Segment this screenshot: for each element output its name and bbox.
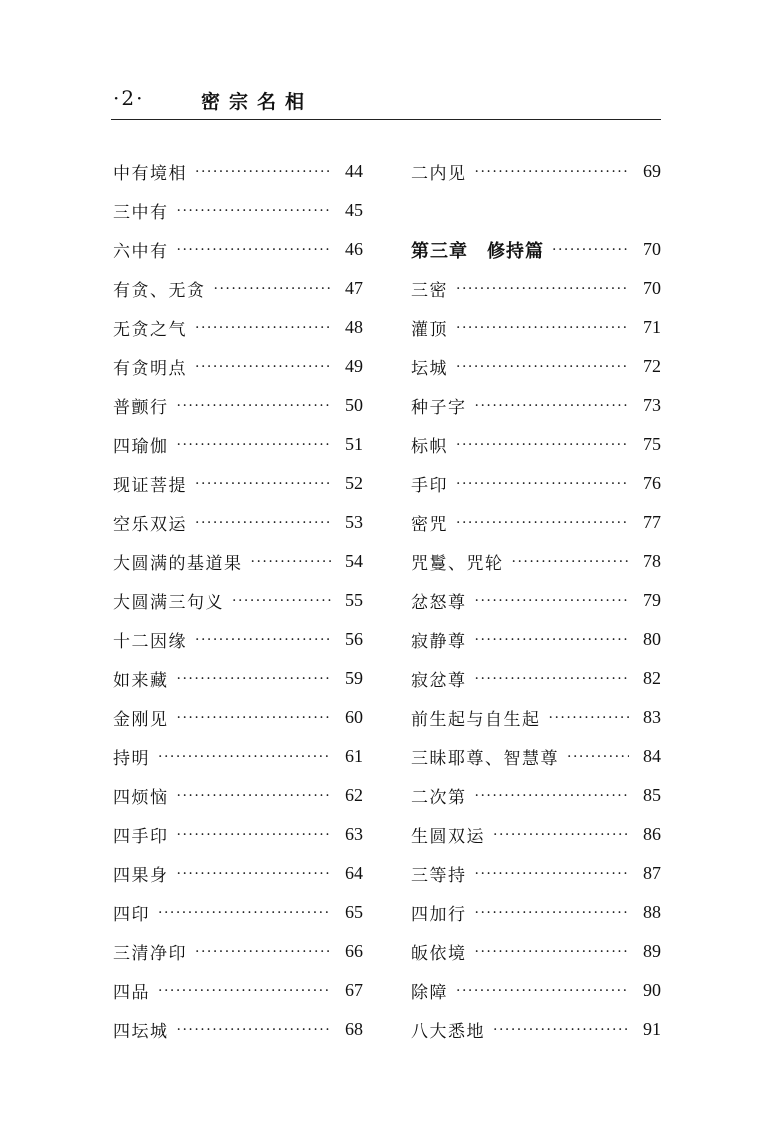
leader-dots xyxy=(232,593,331,609)
toc-entry-label: 六中有 xyxy=(113,242,169,262)
toc-entry-page: 63 xyxy=(345,824,363,844)
toc-entry-page: 60 xyxy=(345,707,363,727)
leader-dots xyxy=(177,1022,332,1038)
leader-dots xyxy=(493,827,629,843)
leader-dots xyxy=(567,749,629,765)
toc-entry-page: 79 xyxy=(643,590,661,610)
leader-dots xyxy=(177,671,332,687)
leader-dots xyxy=(177,866,332,882)
toc-entry xyxy=(411,503,661,542)
toc-entry-page: 50 xyxy=(345,395,363,415)
toc-entry-page: 89 xyxy=(643,941,661,961)
leader-dots xyxy=(493,1022,629,1038)
leader-dots xyxy=(456,437,629,453)
leader-dots xyxy=(456,983,629,999)
toc-entry-page: 77 xyxy=(643,512,661,532)
toc-entry-label: 大圆满三句义 xyxy=(113,593,224,613)
toc-entry-page: 47 xyxy=(345,278,363,298)
header-rule xyxy=(111,119,661,120)
toc-entry-label: 无贪之气 xyxy=(113,320,187,340)
toc-entry-label: 皈依境 xyxy=(411,944,467,964)
leader-dots xyxy=(456,476,629,492)
toc-entry-label: 三等持 xyxy=(411,866,467,886)
toc-entry xyxy=(113,854,363,893)
leader-dots xyxy=(158,749,331,765)
toc-column-right xyxy=(411,152,661,1049)
toc-entry-label: 三昧耶尊、智慧尊 xyxy=(411,749,559,769)
toc-entry xyxy=(411,737,661,776)
leader-dots xyxy=(195,476,331,492)
toc-entry-page: 44 xyxy=(345,161,363,181)
leader-dots xyxy=(195,359,331,375)
toc-entry xyxy=(411,815,661,854)
toc-entry xyxy=(113,659,363,698)
toc-entry-label: 三密 xyxy=(411,281,448,301)
toc-entry xyxy=(113,269,363,308)
leader-dots xyxy=(549,710,630,726)
toc-entry-page: 80 xyxy=(643,629,661,649)
toc-entry-label: 四果身 xyxy=(113,866,169,886)
leader-dots xyxy=(195,944,331,960)
toc-entry-label: 寂忿尊 xyxy=(411,671,467,691)
toc-entry-label: 咒鬘、咒轮 xyxy=(411,554,504,574)
toc-entry-page: 55 xyxy=(345,590,363,610)
toc-entry-page: 51 xyxy=(345,434,363,454)
toc-entry xyxy=(113,698,363,737)
toc-entry xyxy=(113,152,363,191)
toc-entry-page: 54 xyxy=(345,551,363,571)
toc-entry-label: 四烦恼 xyxy=(113,788,169,808)
toc-entry xyxy=(113,971,363,1010)
leader-dots xyxy=(475,398,630,414)
toc-entry-page: 88 xyxy=(643,902,661,922)
leader-dots xyxy=(475,164,630,180)
toc-entry-label: 前生起与自生起 xyxy=(411,710,541,730)
toc-entry-page: 49 xyxy=(345,356,363,376)
toc-entry-page: 67 xyxy=(345,980,363,1000)
toc-chapter-heading xyxy=(411,230,661,269)
leader-dots xyxy=(195,515,331,531)
leader-dots xyxy=(475,944,630,960)
toc-entry xyxy=(411,425,661,464)
leader-dots xyxy=(456,359,629,375)
toc-column-left xyxy=(113,152,363,1049)
toc-entry-label: 空乐双运 xyxy=(113,515,187,535)
toc-entry-page: 73 xyxy=(643,395,661,415)
toc-entry-page: 91 xyxy=(643,1019,661,1039)
chapter-title: 第三章 修持篇 xyxy=(411,240,544,262)
leader-dots xyxy=(475,866,630,882)
toc-entry-page: 56 xyxy=(345,629,363,649)
leader-dots xyxy=(177,788,332,804)
toc-entry xyxy=(113,308,363,347)
toc-entry-page: 46 xyxy=(345,239,363,259)
toc-entry-label: 有贪明点 xyxy=(113,359,187,379)
leader-dots xyxy=(251,554,332,570)
toc-entry xyxy=(411,971,661,1010)
toc-entry xyxy=(411,308,661,347)
toc-entry xyxy=(411,152,661,191)
leader-dots xyxy=(158,983,331,999)
toc-entry-label: 三清净印 xyxy=(113,944,187,964)
toc-entry-label: 中有境相 xyxy=(113,164,187,184)
toc-entry-label: 有贪、无贪 xyxy=(113,281,206,301)
toc-entry-label: 四品 xyxy=(113,983,150,1003)
toc-entry-page: 85 xyxy=(643,785,661,805)
toc-entry-page: 86 xyxy=(643,824,661,844)
toc-entry-label: 二内见 xyxy=(411,164,467,184)
toc-entry-page: 75 xyxy=(643,434,661,454)
leader-dots xyxy=(177,710,332,726)
toc-entry-page: 82 xyxy=(643,668,661,688)
toc-entry xyxy=(113,1010,363,1049)
toc-entry xyxy=(411,542,661,581)
leader-dots xyxy=(195,320,331,336)
leader-dots xyxy=(177,398,332,414)
toc-entry-label: 持明 xyxy=(113,749,150,769)
toc-entry xyxy=(113,620,363,659)
toc-entry-label: 手印 xyxy=(411,476,448,496)
toc-entry xyxy=(411,854,661,893)
toc-entry-label: 四加行 xyxy=(411,905,467,925)
leader-dots xyxy=(456,281,629,297)
leader-dots xyxy=(475,671,630,687)
toc-entry-page: 83 xyxy=(643,707,661,727)
toc-entry xyxy=(411,386,661,425)
leader-dots xyxy=(456,515,629,531)
toc-entry xyxy=(113,425,363,464)
leader-dots xyxy=(552,242,629,258)
toc-entry xyxy=(411,620,661,659)
toc-entry-label: 现证菩提 xyxy=(113,476,187,496)
toc-entry-label: 忿怒尊 xyxy=(411,593,467,613)
toc-entry xyxy=(411,776,661,815)
toc-entry-label: 生圆双运 xyxy=(411,827,485,847)
toc-entry xyxy=(113,737,363,776)
toc-entry-page: 66 xyxy=(345,941,363,961)
leader-dots xyxy=(195,164,331,180)
toc-entry-label: 四手印 xyxy=(113,827,169,847)
leader-dots xyxy=(475,905,630,921)
toc-entry xyxy=(113,230,363,269)
toc-entry xyxy=(113,932,363,971)
toc-entry xyxy=(113,386,363,425)
toc-entry-page: 69 xyxy=(643,161,661,181)
leader-dots xyxy=(475,632,630,648)
toc-entry xyxy=(411,269,661,308)
toc-entry-label: 二次第 xyxy=(411,788,467,808)
toc-entry xyxy=(411,893,661,932)
toc-entry-page: 45 xyxy=(345,200,363,220)
toc-entry-label: 金刚见 xyxy=(113,710,169,730)
toc-entry xyxy=(113,581,363,620)
leader-dots xyxy=(512,554,630,570)
toc-entry xyxy=(411,347,661,386)
toc-entry xyxy=(113,815,363,854)
toc-entry-label: 标帜 xyxy=(411,437,448,457)
leader-dots xyxy=(177,242,332,258)
toc-entry-label: 四坛城 xyxy=(113,1022,169,1042)
toc-entry-page: 62 xyxy=(345,785,363,805)
toc-entry-label: 坛城 xyxy=(411,359,448,379)
leader-dots xyxy=(177,827,332,843)
toc-entry-label: 普颤行 xyxy=(113,398,169,418)
toc-entry-page: 71 xyxy=(643,317,661,337)
toc-entry-label: 种子字 xyxy=(411,398,467,418)
toc-entry-page: 65 xyxy=(345,902,363,922)
toc-entry-page: 72 xyxy=(643,356,661,376)
leader-dots xyxy=(475,593,630,609)
toc-entry-label: 灌顶 xyxy=(411,320,448,340)
leader-dots xyxy=(177,437,332,453)
toc-entry-page: 53 xyxy=(345,512,363,532)
toc-entry xyxy=(411,659,661,698)
toc-entry xyxy=(113,776,363,815)
toc-entry-label: 八大悉地 xyxy=(411,1022,485,1042)
toc-entry-page: 70 xyxy=(643,239,661,259)
toc-entry xyxy=(113,542,363,581)
running-header xyxy=(113,86,661,118)
toc-entry-page: 52 xyxy=(345,473,363,493)
toc-entry-label: 十二因缘 xyxy=(113,632,187,652)
toc-entry-label: 四印 xyxy=(113,905,150,925)
toc-entry xyxy=(411,932,661,971)
toc-entry-page: 78 xyxy=(643,551,661,571)
leader-dots xyxy=(177,203,332,219)
leader-dots xyxy=(158,905,331,921)
toc-entry xyxy=(113,464,363,503)
toc-entry-label: 如来藏 xyxy=(113,671,169,691)
toc-entry-page: 70 xyxy=(643,278,661,298)
toc-entry-label: 大圆满的基道果 xyxy=(113,554,243,574)
leader-dots xyxy=(475,788,630,804)
toc-entry-label: 三中有 xyxy=(113,203,169,223)
toc-entry xyxy=(113,503,363,542)
toc-entry-page: 84 xyxy=(643,746,661,766)
toc-entry-page: 48 xyxy=(345,317,363,337)
toc-entry-page: 68 xyxy=(345,1019,363,1039)
toc-entry xyxy=(113,191,363,230)
toc-entry-page: 90 xyxy=(643,980,661,1000)
toc-entry-page: 64 xyxy=(345,863,363,883)
leader-dots xyxy=(195,632,331,648)
toc-spacer xyxy=(411,191,661,230)
toc-entry-page: 87 xyxy=(643,863,661,883)
toc-entry-label: 寂静尊 xyxy=(411,632,467,652)
toc-entry xyxy=(113,893,363,932)
page-number: ·2· xyxy=(113,86,145,110)
toc-entry-page: 76 xyxy=(643,473,661,493)
toc-entry xyxy=(411,581,661,620)
leader-dots xyxy=(214,281,332,297)
toc-entry-label: 四瑜伽 xyxy=(113,437,169,457)
toc-entry-label: 密咒 xyxy=(411,515,448,535)
toc-entry xyxy=(113,347,363,386)
book-title: 密宗名相 xyxy=(201,91,314,113)
leader-dots xyxy=(456,320,629,336)
toc-entry xyxy=(411,698,661,737)
toc-entry xyxy=(411,1010,661,1049)
toc-entry xyxy=(411,464,661,503)
toc-entry-label: 除障 xyxy=(411,983,448,1003)
toc-entry-page: 61 xyxy=(345,746,363,766)
toc-entry-page: 59 xyxy=(345,668,363,688)
